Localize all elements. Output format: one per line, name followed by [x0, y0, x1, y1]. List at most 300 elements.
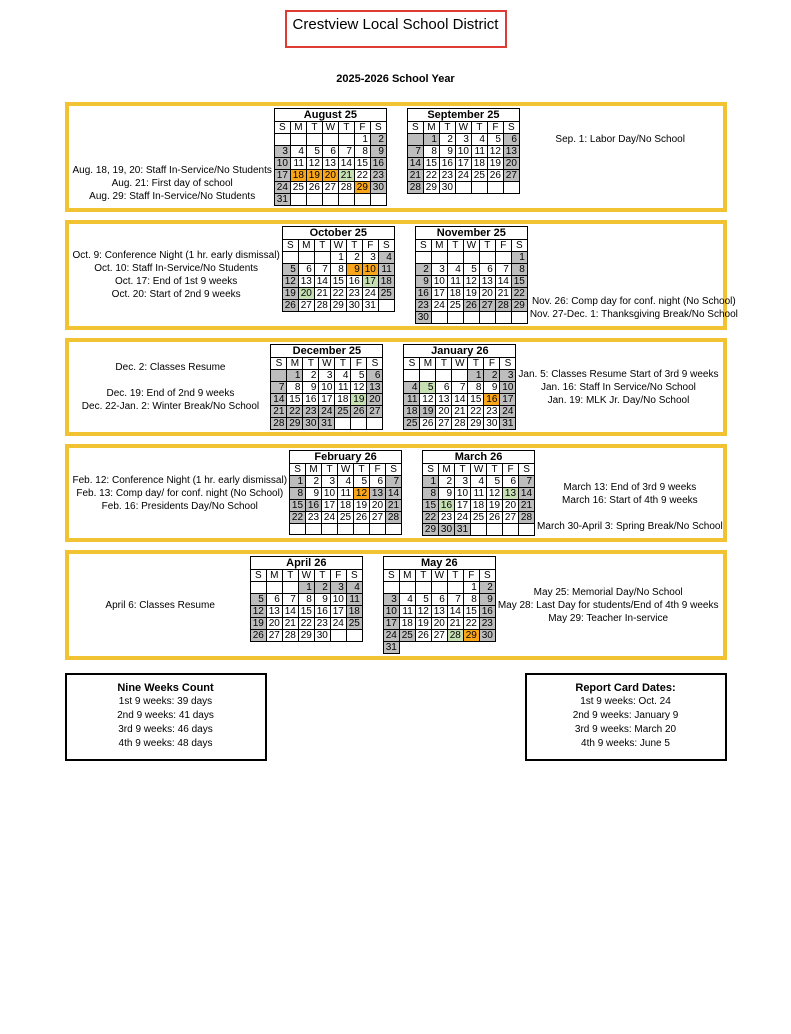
day-cell: 17 — [455, 500, 471, 512]
day-cell: 3 — [383, 594, 399, 606]
day-cell: 5 — [420, 382, 436, 394]
day-cell: 1 — [463, 582, 479, 594]
day-cell: 21 — [282, 618, 298, 630]
day-cell: 30 — [415, 312, 431, 324]
month-title: February 26 — [290, 451, 402, 464]
note-line: Jan. 5: Classes Resume Start of 3rd 9 weeks — [518, 368, 719, 380]
day-cell: 25 — [471, 170, 487, 182]
day-cell: 15 — [463, 606, 479, 618]
nine-weeks-count-box — [65, 673, 267, 761]
month-pair — [274, 107, 520, 207]
day-cell: 24 — [431, 300, 447, 312]
day-cell: 22 — [298, 618, 314, 630]
month-title: April 26 — [250, 557, 362, 570]
day-cell — [290, 524, 306, 535]
day-cell: 11 — [404, 394, 420, 406]
day-header: T — [354, 464, 370, 476]
day-cell: 9 — [479, 594, 495, 606]
day-cell: 23 — [314, 618, 330, 630]
day-header: S — [479, 570, 495, 582]
day-cell: 19 — [250, 618, 266, 630]
day-cell: 17 — [322, 500, 338, 512]
day-cell: 16 — [370, 158, 386, 170]
note-line: Oct. 9: Conference Night (1 hr. early dismissal) — [72, 250, 280, 261]
report-card-lines — [529, 695, 723, 751]
day-cell — [322, 524, 338, 535]
day-header: S — [407, 122, 423, 134]
day-cell: 2 — [306, 476, 322, 488]
day-cell: 5 — [354, 476, 370, 488]
day-cell: 21 — [452, 406, 468, 418]
day-cell: 30 — [439, 182, 455, 194]
day-cell: 1 — [354, 134, 370, 146]
day-cell — [378, 300, 394, 312]
day-cell: 14 — [519, 488, 535, 500]
day-cell: 13 — [431, 606, 447, 618]
day-cell: 9 — [439, 146, 455, 158]
day-cell — [314, 252, 330, 264]
note-line: May 29: Teacher In-service — [548, 612, 669, 624]
day-cell: 15 — [511, 276, 527, 288]
day-cell: 2 — [439, 476, 455, 488]
report-card-line: 1st 9 weeks: Oct. 24 — [580, 696, 671, 707]
day-cell: 5 — [306, 146, 322, 158]
day-cell: 20 — [503, 500, 519, 512]
day-cell: 11 — [335, 382, 351, 394]
day-cell: 27 — [431, 630, 447, 642]
report-card-line: 3rd 9 weeks: March 20 — [574, 724, 677, 735]
day-cell: 28 — [519, 512, 535, 524]
day-cell: 13 — [503, 488, 519, 500]
day-cell: 14 — [282, 606, 298, 618]
note-line: Aug. 29: Staff In-Service/No Students — [89, 191, 256, 202]
day-cell: 19 — [415, 618, 431, 630]
day-cell — [322, 194, 338, 206]
day-cell: 7 — [282, 594, 298, 606]
day-header: T — [303, 358, 319, 370]
day-cell: 2 — [303, 370, 319, 382]
day-cell — [298, 252, 314, 264]
month-title: November 25 — [415, 227, 527, 240]
day-header: S — [271, 358, 287, 370]
day-cell: 16 — [479, 606, 495, 618]
day-cell: 18 — [290, 170, 306, 182]
day-header: W — [471, 464, 487, 476]
day-cell: 27 — [298, 300, 314, 312]
day-cell — [399, 642, 415, 654]
day-cell: 26 — [306, 182, 322, 194]
day-header: W — [330, 240, 346, 252]
day-cell — [463, 312, 479, 324]
day-cell: 1 — [511, 252, 527, 264]
day-cell: 21 — [407, 170, 423, 182]
day-cell: 6 — [266, 594, 282, 606]
day-cell: 16 — [306, 500, 322, 512]
day-header: T — [487, 464, 503, 476]
day-cell: 4 — [290, 146, 306, 158]
day-cell: 4 — [399, 594, 415, 606]
day-header: M — [399, 570, 415, 582]
day-cell — [330, 630, 346, 642]
month-pair — [250, 555, 496, 655]
day-cell: 30 — [370, 182, 386, 194]
day-cell: 19 — [463, 288, 479, 300]
day-cell: 26 — [487, 512, 503, 524]
day-header: T — [346, 240, 362, 252]
day-cell: 31 — [274, 194, 290, 206]
day-cell: 17 — [431, 288, 447, 300]
day-header: M — [290, 122, 306, 134]
day-cell: 22 — [423, 170, 439, 182]
day-cell — [447, 312, 463, 324]
day-header: W — [431, 570, 447, 582]
day-cell: 3 — [274, 146, 290, 158]
day-cell: 20 — [298, 288, 314, 300]
day-cell: 27 — [479, 300, 495, 312]
day-cell — [322, 134, 338, 146]
day-cell: 10 — [455, 488, 471, 500]
day-cell: 11 — [378, 264, 394, 276]
day-cell: 12 — [487, 488, 503, 500]
day-cell: 21 — [386, 500, 402, 512]
day-header: T — [282, 570, 298, 582]
day-cell: 23 — [303, 406, 319, 418]
day-cell: 15 — [330, 276, 346, 288]
day-cell: 4 — [335, 370, 351, 382]
month-calendar — [422, 450, 535, 536]
left-notes — [71, 343, 271, 431]
day-cell: 17 — [362, 276, 378, 288]
day-cell — [471, 524, 487, 536]
day-cell: 2 — [479, 582, 495, 594]
day-cell: 28 — [271, 418, 287, 430]
day-cell: 5 — [250, 594, 266, 606]
day-cell — [266, 582, 282, 594]
day-header: M — [423, 122, 439, 134]
day-cell: 23 — [370, 170, 386, 182]
day-cell: 6 — [370, 476, 386, 488]
day-header: F — [503, 464, 519, 476]
nine-weeks-title: Nine Weeks Count — [117, 682, 214, 694]
day-cell — [447, 582, 463, 594]
day-cell: 29 — [423, 524, 439, 536]
day-cell: 14 — [495, 276, 511, 288]
day-cell: 1 — [423, 476, 439, 488]
calendar-row — [65, 550, 727, 660]
day-cell: 25 — [335, 406, 351, 418]
day-cell: 3 — [431, 264, 447, 276]
day-cell: 6 — [367, 370, 383, 382]
day-cell: 29 — [298, 630, 314, 642]
day-cell: 28 — [452, 418, 468, 430]
day-header: S — [511, 240, 527, 252]
day-cell: 6 — [503, 134, 519, 146]
day-cell: 28 — [282, 630, 298, 642]
note-line — [537, 507, 723, 520]
day-cell: 23 — [415, 300, 431, 312]
day-cell: 17 — [274, 170, 290, 182]
left-notes — [71, 107, 274, 207]
day-header: F — [463, 570, 479, 582]
day-cell — [415, 252, 431, 264]
day-cell — [479, 312, 495, 324]
day-cell — [487, 524, 503, 536]
nine-weeks-line: 2nd 9 weeks: 41 days — [117, 710, 214, 721]
month-pair — [270, 343, 516, 431]
day-cell: 16 — [303, 394, 319, 406]
day-cell — [346, 630, 362, 642]
note-line: Aug. 21: First day of school — [111, 178, 233, 189]
day-cell — [338, 194, 354, 206]
month-title: December 25 — [271, 345, 383, 358]
day-cell: 6 — [479, 264, 495, 276]
day-cell: 22 — [423, 512, 439, 524]
day-cell: 31 — [362, 300, 378, 312]
day-cell: 13 — [298, 276, 314, 288]
day-cell: 17 — [455, 158, 471, 170]
day-cell: 19 — [306, 170, 322, 182]
day-cell — [338, 134, 354, 146]
day-cell: 8 — [330, 264, 346, 276]
day-cell: 2 — [415, 264, 431, 276]
day-cell: 17 — [383, 618, 399, 630]
day-cell: 28 — [447, 630, 463, 642]
note-line: Feb. 16: Presidents Day/No School — [101, 500, 258, 512]
day-header: T — [455, 464, 471, 476]
day-cell: 10 — [500, 382, 516, 394]
page-title: Crestview Local School District — [292, 16, 499, 33]
day-cell: 29 — [287, 418, 303, 430]
day-cell: 6 — [436, 382, 452, 394]
day-cell: 29 — [330, 300, 346, 312]
day-header: T — [447, 240, 463, 252]
day-cell: 23 — [484, 406, 500, 418]
day-cell — [431, 642, 447, 654]
day-header: S — [290, 464, 306, 476]
day-cell: 12 — [306, 158, 322, 170]
day-cell — [407, 134, 423, 146]
day-cell — [290, 194, 306, 206]
day-cell: 30 — [303, 418, 319, 430]
day-cell: 19 — [420, 406, 436, 418]
day-cell: 28 — [407, 182, 423, 194]
day-cell: 12 — [463, 276, 479, 288]
day-cell — [452, 370, 468, 382]
day-cell: 12 — [487, 146, 503, 158]
day-cell: 25 — [471, 512, 487, 524]
day-header: T — [338, 122, 354, 134]
month-title: August 25 — [274, 109, 386, 122]
day-cell: 30 — [484, 418, 500, 430]
day-header: M — [439, 464, 455, 476]
day-header: F — [362, 240, 378, 252]
school-year-subtitle: 2025-2026 School Year — [336, 73, 455, 85]
day-cell: 20 — [431, 618, 447, 630]
day-cell: 22 — [290, 512, 306, 524]
day-cell: 27 — [503, 170, 519, 182]
note-line: Oct. 20: Start of 2nd 9 weeks — [111, 289, 241, 300]
day-cell: 21 — [314, 288, 330, 300]
day-cell — [354, 524, 370, 535]
day-cell: 22 — [287, 406, 303, 418]
day-header: W — [463, 240, 479, 252]
day-cell — [338, 524, 354, 535]
day-cell: 7 — [386, 476, 402, 488]
day-cell: 24 — [383, 630, 399, 642]
day-header: M — [306, 464, 322, 476]
day-header: T — [439, 122, 455, 134]
day-cell: 13 — [503, 146, 519, 158]
day-header: F — [370, 464, 386, 476]
right-notes — [516, 343, 720, 431]
day-cell: 2 — [484, 370, 500, 382]
day-cell: 7 — [271, 382, 287, 394]
day-header: F — [351, 358, 367, 370]
day-cell: 4 — [338, 476, 354, 488]
day-header: S — [274, 122, 290, 134]
day-cell: 26 — [487, 170, 503, 182]
day-cell: 7 — [338, 146, 354, 158]
calendar-row — [65, 102, 727, 212]
day-cell: 10 — [431, 276, 447, 288]
day-cell: 5 — [415, 594, 431, 606]
day-cell: 27 — [370, 512, 386, 524]
day-cell: 25 — [404, 418, 420, 430]
day-cell: 26 — [351, 406, 367, 418]
right-notes — [535, 449, 725, 537]
day-cell: 15 — [287, 394, 303, 406]
day-cell: 8 — [287, 382, 303, 394]
day-cell — [282, 582, 298, 594]
district-title-box — [285, 10, 507, 48]
day-cell: 21 — [519, 500, 535, 512]
day-cell: 15 — [298, 606, 314, 618]
day-cell: 13 — [370, 488, 386, 500]
day-cell — [354, 194, 370, 206]
day-header: T — [415, 570, 431, 582]
day-header: S — [383, 570, 399, 582]
day-cell: 27 — [367, 406, 383, 418]
day-cell: 20 — [367, 394, 383, 406]
day-cell: 6 — [322, 146, 338, 158]
day-cell: 29 — [423, 182, 439, 194]
day-cell: 25 — [378, 288, 394, 300]
day-cell — [479, 642, 495, 654]
day-header: W — [319, 358, 335, 370]
month-pair — [282, 225, 528, 325]
day-header: S — [423, 464, 439, 476]
day-cell: 5 — [282, 264, 298, 276]
day-cell — [479, 252, 495, 264]
day-cell: 1 — [298, 582, 314, 594]
note-line: Feb. 12: Conference Night (1 hr. early dismissal) — [72, 474, 288, 486]
day-cell: 10 — [330, 594, 346, 606]
day-header: S — [503, 122, 519, 134]
day-cell: 19 — [351, 394, 367, 406]
month-calendar — [289, 450, 402, 535]
note-line: Nov. 27-Dec. 1: Thanksgiving Break/No School — [529, 309, 738, 320]
day-cell: 12 — [354, 488, 370, 500]
day-header: W — [455, 122, 471, 134]
day-cell: 9 — [306, 488, 322, 500]
day-cell: 22 — [463, 618, 479, 630]
day-cell: 8 — [463, 594, 479, 606]
day-header: M — [420, 358, 436, 370]
note-line: Aug. 18, 19, 20: Staff In-Service/No Students — [72, 165, 272, 176]
day-cell: 18 — [404, 406, 420, 418]
day-cell: 11 — [346, 594, 362, 606]
day-cell: 26 — [415, 630, 431, 642]
day-cell: 10 — [455, 146, 471, 158]
day-cell — [306, 194, 322, 206]
day-cell: 14 — [447, 606, 463, 618]
day-cell: 1 — [287, 370, 303, 382]
day-cell: 2 — [346, 252, 362, 264]
day-cell: 20 — [503, 158, 519, 170]
day-cell — [271, 370, 287, 382]
day-cell: 5 — [351, 370, 367, 382]
day-cell: 20 — [479, 288, 495, 300]
day-cell: 4 — [346, 582, 362, 594]
day-cell: 17 — [500, 394, 516, 406]
day-cell: 3 — [455, 476, 471, 488]
day-cell: 31 — [500, 418, 516, 430]
month-title: September 25 — [407, 109, 519, 122]
day-cell — [370, 524, 386, 535]
day-cell: 7 — [407, 146, 423, 158]
day-cell: 23 — [346, 288, 362, 300]
day-cell: 24 — [500, 406, 516, 418]
left-notes — [71, 449, 290, 537]
day-cell: 6 — [431, 594, 447, 606]
day-header: F — [484, 358, 500, 370]
day-cell: 1 — [290, 476, 306, 488]
note-line: March 13: End of 3rd 9 weeks — [563, 482, 697, 493]
day-header: S — [519, 464, 535, 476]
day-cell — [399, 582, 415, 594]
day-header: S — [500, 358, 516, 370]
day-header: S — [346, 570, 362, 582]
day-cell: 29 — [463, 630, 479, 642]
day-cell — [383, 582, 399, 594]
note-line: Jan. 16: Staff In Service/No School — [541, 381, 696, 393]
day-cell: 18 — [471, 500, 487, 512]
day-cell: 19 — [487, 500, 503, 512]
day-cell: 10 — [274, 158, 290, 170]
day-cell: 7 — [495, 264, 511, 276]
nine-weeks-line: 1st 9 weeks: 39 days — [118, 696, 213, 707]
day-cell: 28 — [386, 512, 402, 524]
month-title: October 25 — [282, 227, 394, 240]
day-cell: 16 — [484, 394, 500, 406]
day-cell: 28 — [338, 182, 354, 194]
day-cell: 11 — [471, 146, 487, 158]
day-cell: 8 — [354, 146, 370, 158]
day-cell: 8 — [423, 146, 439, 158]
month-calendar — [403, 344, 516, 430]
day-cell: 18 — [399, 618, 415, 630]
day-cell: 13 — [479, 276, 495, 288]
day-cell — [351, 418, 367, 430]
day-header: W — [322, 122, 338, 134]
note-line: Sep. 1: Labor Day/No School — [555, 134, 685, 145]
day-cell — [455, 182, 471, 194]
day-header: M — [266, 570, 282, 582]
day-cell: 27 — [503, 512, 519, 524]
report-card-line: 4th 9 weeks: June 5 — [581, 738, 670, 749]
day-cell — [306, 134, 322, 146]
day-cell: 7 — [452, 382, 468, 394]
